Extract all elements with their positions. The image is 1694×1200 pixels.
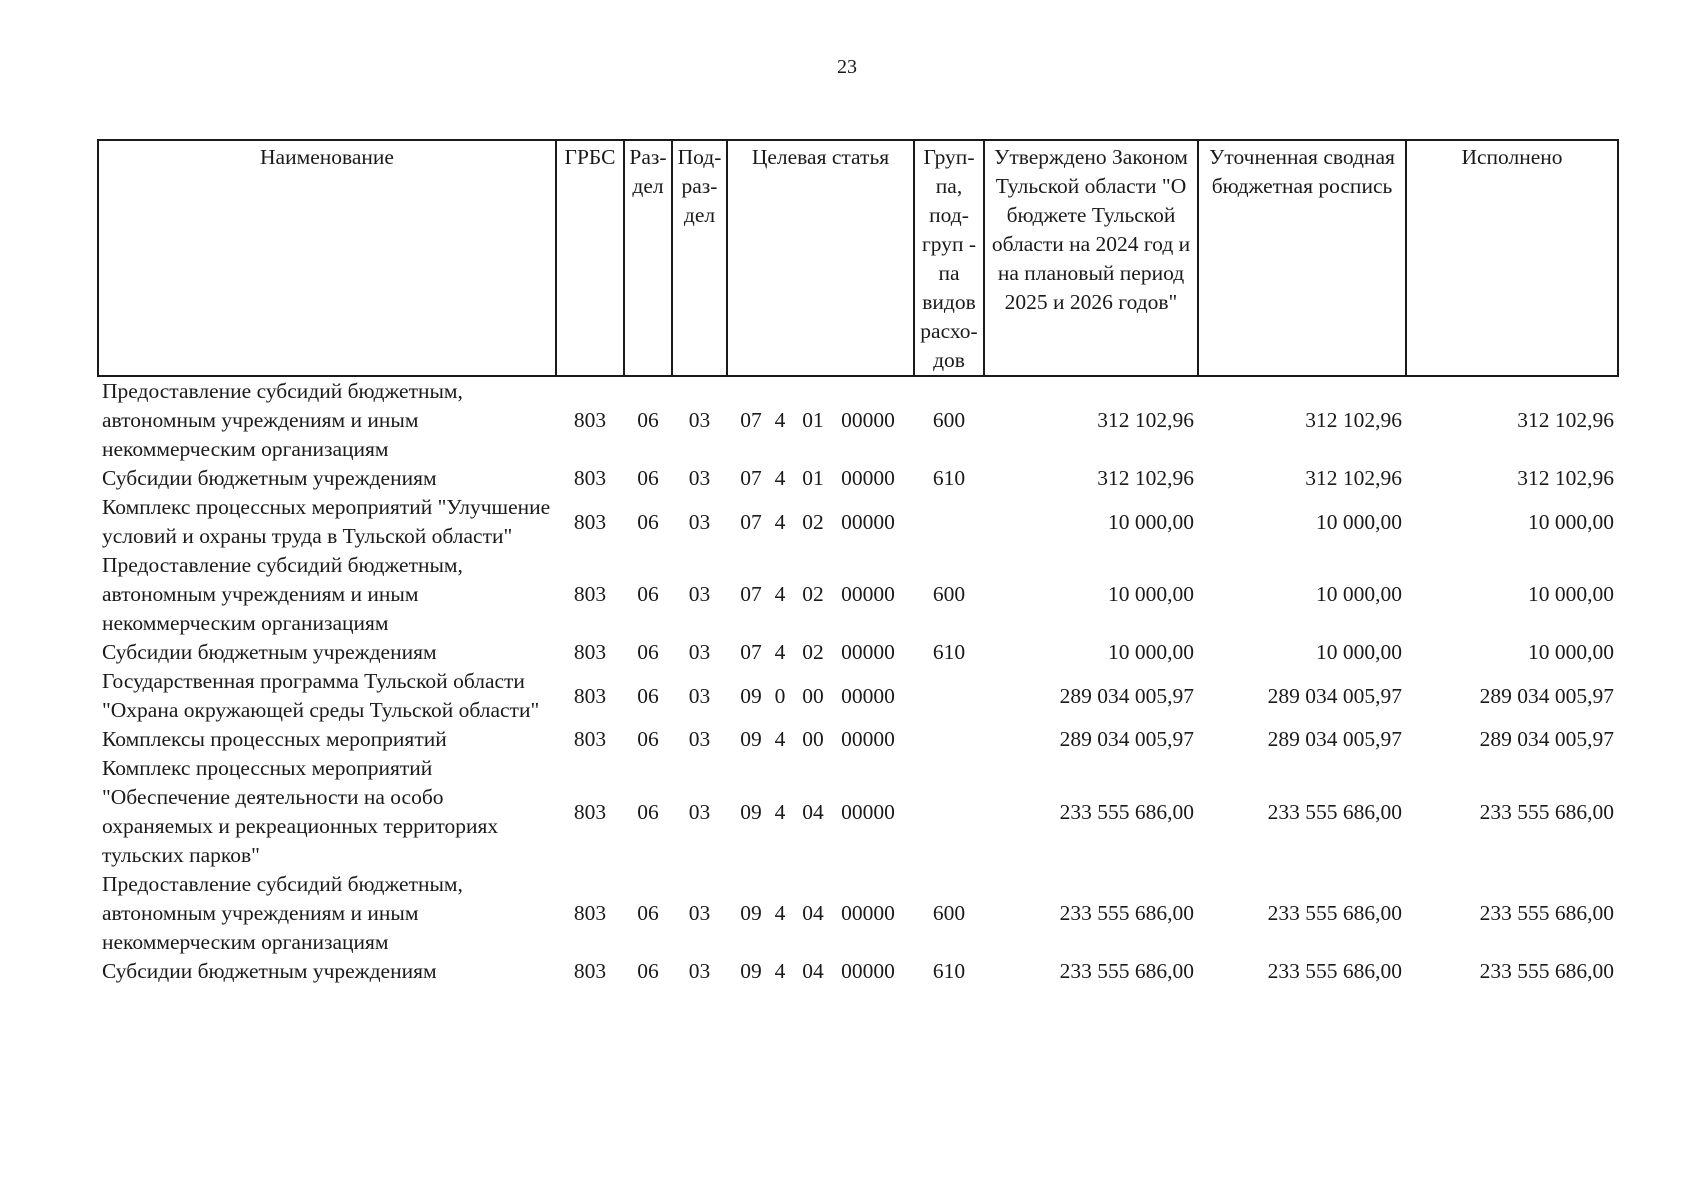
row-ispolneno: 312 102,96 bbox=[1517, 408, 1614, 432]
row-celevaya-statya bbox=[727, 754, 914, 870]
row-utochnennaya: 233 555 686,00 bbox=[1267, 799, 1402, 824]
row-celevaya-statya bbox=[727, 638, 914, 667]
celevaya-statya-part: 00000 bbox=[841, 408, 895, 432]
row-gruppa: 610 bbox=[932, 466, 966, 490]
row-celevaya-statya bbox=[727, 957, 914, 986]
row-ispolneno: 289 034 005,97 bbox=[1479, 727, 1614, 751]
row-ispolneno: 10 000,00 bbox=[1528, 509, 1614, 534]
celevaya-statya-part: 09 bbox=[740, 799, 762, 824]
table-row bbox=[98, 464, 1618, 493]
row-ispolneno: 312 102,96 bbox=[1517, 466, 1614, 490]
table-row bbox=[98, 667, 1618, 725]
table-row bbox=[98, 754, 1618, 870]
celevaya-statya-part: 00000 bbox=[841, 640, 895, 664]
row-razdel: 06 bbox=[637, 683, 659, 708]
row-gruppa: 610 bbox=[932, 640, 966, 664]
row-utochnennaya: 289 034 005,97 bbox=[1267, 727, 1402, 751]
row-razdel: 06 bbox=[637, 640, 659, 664]
row-razdel: 06 bbox=[637, 799, 659, 824]
celevaya-statya-part: 00000 bbox=[841, 959, 895, 983]
header-grbs: ГРБС bbox=[556, 140, 624, 376]
header-ispolneno: Исполнено bbox=[1406, 140, 1618, 376]
row-razdel: 06 bbox=[637, 582, 659, 606]
row-ispolneno: 233 555 686,00 bbox=[1479, 959, 1614, 983]
row-name: Предоставление субсидий бюджетным, автономным учреждениям и иным некоммерческим организациям bbox=[102, 379, 463, 461]
table-row bbox=[98, 870, 1618, 957]
table-row bbox=[98, 957, 1618, 986]
row-name: Предоставление субсидий бюджетным, автономным учреждениям и иным некоммерческим организациям bbox=[102, 872, 463, 954]
celevaya-statya-part: 01 bbox=[802, 408, 824, 432]
header-podrazdel: Под-раз-дел bbox=[672, 140, 727, 376]
celevaya-statya-part: 4 bbox=[774, 799, 786, 824]
row-utochnennaya: 10 000,00 bbox=[1316, 582, 1402, 606]
header-name: Наименование bbox=[98, 140, 556, 376]
row-name: Субсидии бюджетным учреждениям bbox=[102, 466, 437, 490]
celevaya-statya-part: 00000 bbox=[841, 727, 895, 751]
row-gruppa bbox=[914, 667, 984, 725]
row-utverzhdeno: 10 000,00 bbox=[1108, 582, 1194, 606]
row-razdel: 06 bbox=[637, 408, 659, 432]
row-utochnennaya: 289 034 005,97 bbox=[1267, 683, 1402, 708]
row-name: Предоставление субсидий бюджетным, автономным учреждениям и иным некоммерческим организациям bbox=[102, 553, 463, 635]
header-celevaya-statya: Целевая статья bbox=[727, 140, 914, 376]
celevaya-statya-part: 00000 bbox=[841, 582, 895, 606]
celevaya-statya-part: 09 bbox=[740, 727, 762, 751]
row-grbs: 803 bbox=[573, 509, 607, 534]
row-grbs: 803 bbox=[573, 408, 607, 432]
celevaya-statya-part: 4 bbox=[774, 582, 786, 606]
row-razdel: 06 bbox=[637, 959, 659, 983]
row-utverzhdeno: 10 000,00 bbox=[1108, 509, 1194, 534]
celevaya-statya-part: 00 bbox=[802, 727, 824, 751]
celevaya-statya-part: 07 bbox=[740, 582, 762, 606]
celevaya-statya-part: 07 bbox=[740, 466, 762, 490]
celevaya-statya-part: 00 bbox=[802, 683, 824, 708]
row-utverzhdeno: 233 555 686,00 bbox=[1059, 799, 1194, 824]
row-grbs: 803 bbox=[573, 466, 607, 490]
celevaya-statya-part: 00000 bbox=[841, 509, 895, 534]
row-celevaya-statya bbox=[727, 551, 914, 638]
row-ispolneno: 10 000,00 bbox=[1528, 640, 1614, 664]
row-utverzhdeno: 233 555 686,00 bbox=[1059, 901, 1194, 925]
row-celevaya-statya bbox=[727, 464, 914, 493]
table-row bbox=[98, 725, 1618, 754]
row-utochnennaya: 10 000,00 bbox=[1316, 640, 1402, 664]
row-ispolneno: 233 555 686,00 bbox=[1479, 799, 1614, 824]
row-celevaya-statya bbox=[727, 667, 914, 725]
row-name: Комплексы процессных мероприятий bbox=[102, 727, 447, 751]
row-utochnennaya: 233 555 686,00 bbox=[1267, 901, 1402, 925]
row-ispolneno: 10 000,00 bbox=[1528, 582, 1614, 606]
row-podrazdel: 03 bbox=[688, 799, 711, 824]
row-utverzhdeno: 10 000,00 bbox=[1108, 640, 1194, 664]
table-row bbox=[98, 638, 1618, 667]
row-grbs: 803 bbox=[573, 901, 607, 925]
row-name: Комплекс процессных мероприятий "Обеспечение деятельности на особо охраняемых и рекреационных территориях тульских парков" bbox=[102, 756, 499, 867]
celevaya-statya-part: 07 bbox=[740, 509, 762, 534]
row-name: Субсидии бюджетным учреждениям bbox=[102, 959, 437, 983]
page-number: 23 bbox=[837, 56, 857, 78]
row-utochnennaya: 233 555 686,00 bbox=[1267, 959, 1402, 983]
row-podrazdel: 03 bbox=[688, 466, 711, 490]
celevaya-statya-part: 4 bbox=[774, 901, 786, 925]
table-row bbox=[98, 551, 1618, 638]
row-utochnennaya: 10 000,00 bbox=[1316, 509, 1402, 534]
row-utverzhdeno: 312 102,96 bbox=[1097, 466, 1194, 490]
celevaya-statya-part: 4 bbox=[774, 509, 786, 534]
table-header bbox=[98, 140, 1618, 376]
row-ispolneno: 289 034 005,97 bbox=[1479, 683, 1614, 708]
row-podrazdel: 03 bbox=[688, 582, 711, 606]
celevaya-statya-part: 00000 bbox=[841, 799, 895, 824]
row-celevaya-statya bbox=[727, 870, 914, 957]
celevaya-statya-part: 00000 bbox=[841, 683, 895, 708]
celevaya-statya-part: 02 bbox=[802, 640, 824, 664]
row-grbs: 803 bbox=[573, 799, 607, 824]
row-podrazdel: 03 bbox=[688, 640, 711, 664]
table-row bbox=[98, 493, 1618, 551]
row-gruppa: 610 bbox=[932, 959, 966, 983]
row-utverzhdeno: 312 102,96 bbox=[1097, 408, 1194, 432]
row-utverzhdeno: 289 034 005,97 bbox=[1059, 727, 1194, 751]
celevaya-statya-part: 02 bbox=[802, 509, 824, 534]
budget-table bbox=[97, 139, 1619, 986]
celevaya-statya-part: 04 bbox=[802, 901, 824, 925]
row-podrazdel: 03 bbox=[688, 509, 711, 534]
row-gruppa: 600 bbox=[932, 901, 966, 925]
celevaya-statya-part: 04 bbox=[802, 959, 824, 983]
row-celevaya-statya bbox=[727, 376, 914, 464]
row-podrazdel: 03 bbox=[688, 901, 711, 925]
row-utochnennaya: 312 102,96 bbox=[1305, 466, 1402, 490]
row-grbs: 803 bbox=[573, 582, 607, 606]
row-name: Комплекс процессных мероприятий "Улучшение условий и охраны труда в Тульской области" bbox=[102, 495, 551, 548]
row-podrazdel: 03 bbox=[688, 408, 711, 432]
row-ispolneno: 233 555 686,00 bbox=[1479, 901, 1614, 925]
celevaya-statya-part: 09 bbox=[740, 901, 762, 925]
table-row bbox=[98, 376, 1618, 464]
row-gruppa: 600 bbox=[932, 582, 966, 606]
celevaya-statya-part: 4 bbox=[774, 466, 786, 490]
row-utverzhdeno: 233 555 686,00 bbox=[1059, 959, 1194, 983]
header-razdel: Раз-дел bbox=[624, 140, 672, 376]
budget-table-container bbox=[97, 139, 1617, 986]
celevaya-statya-part: 4 bbox=[774, 640, 786, 664]
celevaya-statya-part: 00000 bbox=[841, 901, 895, 925]
row-gruppa: 600 bbox=[932, 408, 966, 432]
row-podrazdel: 03 bbox=[688, 959, 711, 983]
row-gruppa bbox=[914, 725, 984, 754]
table-body bbox=[98, 376, 1618, 986]
celevaya-statya-part: 4 bbox=[774, 959, 786, 983]
celevaya-statya-part: 00000 bbox=[841, 466, 895, 490]
row-utverzhdeno: 289 034 005,97 bbox=[1059, 683, 1194, 708]
celevaya-statya-part: 09 bbox=[740, 683, 762, 708]
row-grbs: 803 bbox=[573, 959, 607, 983]
row-podrazdel: 03 bbox=[688, 727, 711, 751]
header-utochnennaya-rospis: Уточненная сводная бюджетная роспись bbox=[1198, 140, 1406, 376]
row-gruppa bbox=[914, 493, 984, 551]
row-name: Субсидии бюджетным учреждениям bbox=[102, 640, 437, 664]
row-razdel: 06 bbox=[637, 727, 659, 751]
row-grbs: 803 bbox=[573, 727, 607, 751]
celevaya-statya-part: 4 bbox=[774, 408, 786, 432]
celevaya-statya-part: 4 bbox=[774, 727, 786, 751]
row-celevaya-statya bbox=[727, 493, 914, 551]
celevaya-statya-part: 09 bbox=[740, 959, 762, 983]
row-razdel: 06 bbox=[637, 509, 659, 534]
row-utochnennaya: 312 102,96 bbox=[1305, 408, 1402, 432]
row-gruppa bbox=[914, 754, 984, 870]
row-podrazdel: 03 bbox=[688, 683, 711, 708]
row-grbs: 803 bbox=[573, 683, 607, 708]
row-razdel: 06 bbox=[637, 466, 659, 490]
header-gruppa-vidov-raskhodov: Груп-па, под-груп - па видов расхо-дов bbox=[914, 140, 984, 376]
celevaya-statya-part: 0 bbox=[774, 683, 786, 708]
row-grbs: 803 bbox=[573, 640, 607, 664]
celevaya-statya-part: 07 bbox=[740, 408, 762, 432]
celevaya-statya-part: 02 bbox=[802, 582, 824, 606]
row-razdel: 06 bbox=[637, 901, 659, 925]
row-celevaya-statya bbox=[727, 725, 914, 754]
row-name: Государственная программа Тульской области "Охрана окружающей среды Тульской области" bbox=[102, 669, 540, 722]
celevaya-statya-part: 07 bbox=[740, 640, 762, 664]
header-utverzhdeno: Утверждено Законом Тульской области "О бюджете Тульской области на 2024 год и на плановый период 2025 и 2026 годов" bbox=[984, 140, 1198, 376]
celevaya-statya-part: 04 bbox=[802, 799, 824, 824]
celevaya-statya-part: 01 bbox=[802, 466, 824, 490]
